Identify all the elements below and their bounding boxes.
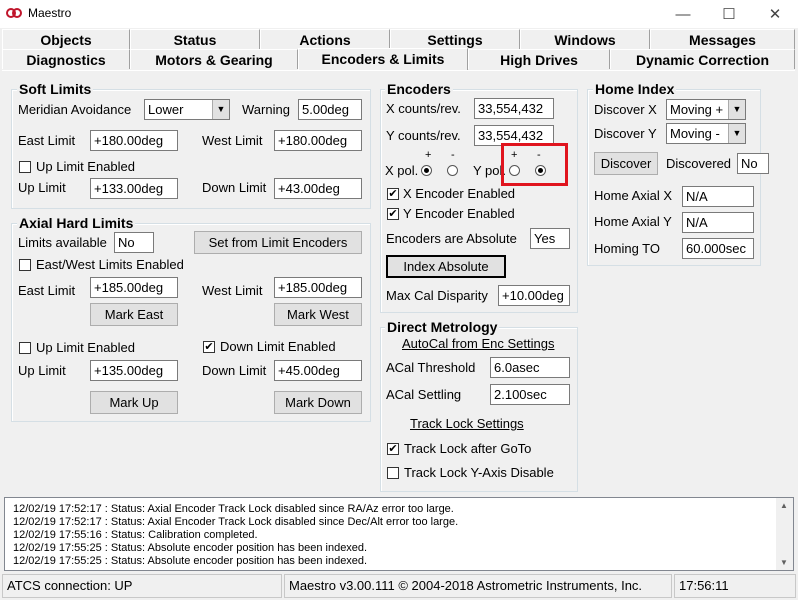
meridian-avoidance-select[interactable] — [144, 99, 230, 120]
track-lock-settings-link[interactable]: Track Lock Settings — [410, 416, 524, 431]
scroll-down-icon[interactable]: ▼ — [780, 558, 788, 567]
max-cal-disparity-label: Max Cal Disparity — [386, 288, 488, 303]
soft-up-limit-checkbox[interactable] — [19, 161, 31, 173]
maximize-button[interactable]: ☐ — [722, 6, 736, 23]
axial-east-limit-input[interactable]: +185.00deg — [90, 277, 178, 298]
tab-settings[interactable]: Settings — [390, 29, 520, 49]
set-from-limit-encoders-button[interactable]: Set from Limit Encoders — [194, 231, 362, 254]
discover-x-label: Discover X — [594, 102, 657, 117]
axial-up-limit-enabled-label: Up Limit Enabled — [36, 340, 135, 355]
x-pol-minus-label: - — [451, 149, 455, 161]
discover-y-label: Discover Y — [594, 126, 657, 141]
soft-up-limit-input[interactable]: +133.00deg — [90, 178, 178, 199]
acal-threshold-label: ACal Threshold — [386, 360, 476, 375]
y-counts-input[interactable]: 33,554,432 — [474, 125, 554, 146]
status-time: 17:56:11 — [674, 574, 796, 598]
tab-status[interactable]: Status — [130, 29, 260, 49]
tab-actions[interactable]: Actions — [260, 29, 390, 49]
maestro-logo-icon — [6, 6, 22, 20]
discovered-value: No — [737, 153, 769, 174]
acal-settling-input[interactable]: 2.100sec — [490, 384, 570, 405]
discover-button[interactable]: Discover — [594, 152, 658, 175]
encoders-group — [380, 89, 578, 313]
soft-east-limit-label: East Limit — [18, 133, 76, 148]
meridian-avoidance-value: Lower — [148, 102, 184, 117]
warning-input[interactable]: 5.00deg — [298, 99, 362, 120]
axial-up-limit-label: Up Limit — [18, 363, 66, 378]
home-axial-y-value: N/A — [682, 212, 754, 233]
scroll-up-icon[interactable]: ▲ — [780, 501, 788, 510]
tab-objects[interactable]: Objects — [2, 29, 130, 49]
discover-y-select[interactable] — [666, 123, 746, 144]
limits-available-label: Limits available — [18, 235, 107, 250]
message-log[interactable] — [4, 497, 794, 571]
axial-down-limit-label: Down Limit — [202, 363, 267, 378]
max-cal-disparity-input[interactable]: +10.00deg — [498, 285, 570, 306]
soft-limits-title: Soft Limits — [19, 81, 92, 97]
warning-label: Warning — [242, 102, 290, 117]
discovered-label: Discovered — [666, 156, 732, 171]
axial-east-limit-label: East Limit — [18, 283, 76, 298]
east-west-limits-checkbox[interactable] — [19, 259, 31, 271]
tab-encoders-limits[interactable]: Encoders & Limits — [298, 48, 468, 70]
mark-east-button[interactable]: Mark East — [90, 303, 178, 326]
y-pol-label: Y pol. — [473, 163, 507, 178]
axial-down-limit-enabled-label: Down Limit Enabled — [220, 339, 336, 354]
home-axial-y-label: Home Axial Y — [594, 214, 672, 229]
axial-hard-limits-title: Axial Hard Limits — [19, 215, 134, 231]
tab-dynamic-correction[interactable]: Dynamic Correction — [610, 49, 795, 69]
chevron-down-icon: ▼ — [728, 100, 745, 119]
track-lock-y-checkbox[interactable] — [387, 467, 399, 479]
y-pol-highlight-box — [501, 143, 568, 186]
east-west-limits-enabled-label: East/West Limits Enabled — [36, 257, 184, 272]
window-title: Maestro — [28, 6, 72, 20]
soft-up-limit-label: Up Limit — [18, 180, 66, 195]
axial-down-limit-input[interactable]: +45.00deg — [274, 360, 362, 381]
x-pol-plus-radio[interactable] — [421, 165, 432, 176]
direct-metrology-title: Direct Metrology — [387, 319, 498, 335]
acal-threshold-input[interactable]: 6.0asec — [490, 357, 570, 378]
home-axial-x-value: N/A — [682, 186, 754, 207]
soft-down-limit-input[interactable]: +43.00deg — [274, 178, 362, 199]
tab-motors-gearing[interactable]: Motors & Gearing — [130, 49, 298, 69]
x-pol-plus-label: + — [425, 149, 432, 161]
axial-up-limit-input[interactable]: +135.00deg — [90, 360, 178, 381]
mark-down-button[interactable]: Mark Down — [274, 391, 362, 414]
encoders-title: Encoders — [387, 81, 451, 97]
status-version: Maestro v3.00.111 © 2004-2018 Astrometric Instruments, Inc. — [284, 574, 672, 598]
track-lock-goto-label: Track Lock after GoTo — [404, 441, 532, 456]
axial-west-limit-input[interactable]: +185.00deg — [274, 277, 362, 298]
y-pol-plus-label: + — [511, 149, 518, 161]
status-connection: ATCS connection: UP — [2, 574, 282, 598]
home-axial-x-label: Home Axial X — [594, 188, 673, 203]
index-absolute-button[interactable]: Index Absolute — [386, 255, 506, 278]
encoders-absolute-value: Yes — [530, 228, 570, 249]
home-index-title: Home Index — [595, 81, 675, 97]
close-button[interactable]: ✕ — [768, 6, 782, 23]
tab-diagnostics[interactable]: Diagnostics — [2, 49, 130, 69]
homing-to-label: Homing TO — [594, 241, 660, 256]
x-pol-label: X pol. — [385, 163, 419, 178]
encoders-absolute-label: Encoders are Absolute — [386, 231, 517, 246]
y-encoder-enabled-label: Y Encoder Enabled — [403, 206, 515, 221]
soft-west-limit-label: West Limit — [202, 133, 263, 148]
meridian-avoidance-label: Meridian Avoidance — [18, 102, 132, 117]
chevron-down-icon: ▼ — [728, 124, 745, 143]
chevron-down-icon: ▼ — [212, 100, 229, 119]
x-pol-minus-radio[interactable] — [447, 165, 458, 176]
y-counts-label: Y counts/rev. — [386, 128, 461, 143]
autocal-settings-link[interactable]: AutoCal from Enc Settings — [402, 336, 555, 351]
log-line: 12/02/19 17:55:16 : Status: Calibration completed. — [13, 529, 258, 541]
tab-messages[interactable]: Messages — [650, 29, 795, 49]
x-encoder-enabled-label: X Encoder Enabled — [403, 186, 516, 201]
acal-settling-label: ACal Settling — [386, 387, 462, 402]
homing-to-input[interactable]: 60.000sec — [682, 238, 754, 259]
soft-east-limit-input[interactable]: +180.00deg — [90, 130, 178, 151]
axial-west-limit-label: West Limit — [202, 283, 263, 298]
tab-panel-border — [2, 70, 795, 71]
mark-up-button[interactable]: Mark Up — [90, 391, 178, 414]
track-lock-goto-checkbox[interactable]: ✔ — [388, 443, 398, 455]
axial-down-limit-checkbox[interactable]: ✔ — [204, 341, 214, 353]
x-counts-label: X counts/rev. — [386, 101, 461, 116]
x-encoder-enabled-checkbox[interactable]: ✔ — [388, 188, 398, 200]
y-pol-minus-label: - — [537, 149, 541, 161]
discover-x-value: Moving + — [670, 102, 724, 117]
axial-up-limit-checkbox[interactable] — [19, 342, 31, 354]
track-lock-y-label: Track Lock Y-Axis Disable — [404, 465, 554, 480]
limits-available-value: No — [114, 232, 154, 253]
x-counts-input[interactable]: 33,554,432 — [474, 98, 554, 119]
soft-down-limit-label: Down Limit — [202, 180, 267, 195]
discover-x-select[interactable] — [666, 99, 746, 120]
mark-west-button[interactable]: Mark West — [274, 303, 362, 326]
tab-windows[interactable]: Windows — [520, 29, 650, 49]
log-line: 12/02/19 17:52:17 : Status: Axial Encoder Track Lock disabled since RA/Az error too large. — [13, 503, 454, 515]
log-line: 12/02/19 17:55:25 : Status: Absolute encoder position has been indexed. — [13, 542, 368, 554]
log-line: 12/02/19 17:55:25 : Status: Absolute encoder position has been indexed. — [13, 555, 368, 567]
discover-y-value: Moving - — [670, 126, 720, 141]
soft-up-limit-enabled-label: Up Limit Enabled — [36, 159, 135, 174]
log-scrollbar[interactable] — [776, 498, 793, 570]
y-encoder-enabled-checkbox[interactable]: ✔ — [388, 208, 398, 220]
soft-west-limit-input[interactable]: +180.00deg — [274, 130, 362, 151]
minimize-button[interactable]: — — [675, 5, 691, 23]
log-line: 12/02/19 17:52:17 : Status: Axial Encoder Track Lock disabled since Dec/Alt error too large. — [13, 516, 459, 528]
tab-high-drives[interactable]: High Drives — [468, 49, 610, 69]
